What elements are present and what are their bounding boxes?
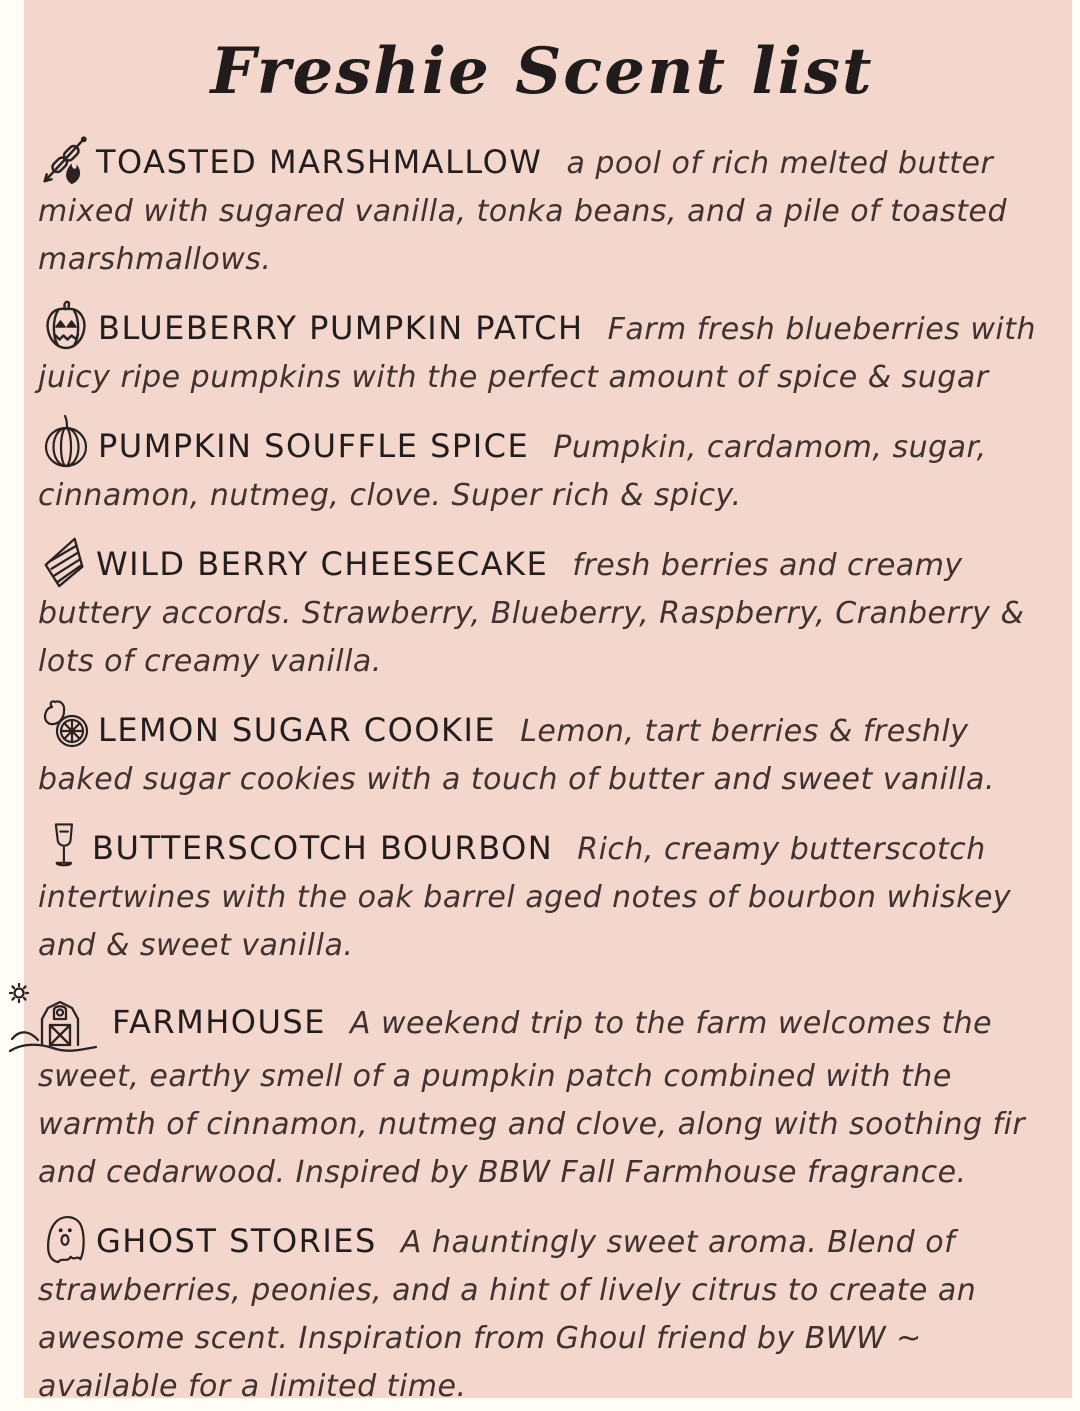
scent-description: A hauntingly sweet aroma. Blend of strawberries, peonies, and a hint of lively citrus to create an awesome scent. Inspiration from Ghoul friend by BWW ~ available for a limited time. <box>38 1225 977 1404</box>
scent-description: Pumpkin, cardamom, sugar, cinnamon, nutmeg, clove. Super rich & spicy. <box>38 430 987 513</box>
scent-description: a pool of rich melted butter mixed with sugared vanilla, tonka beans, and a pile of toasted marshmallows. <box>38 146 1008 277</box>
scent-description: Farm fresh blueberries with juicy ripe pumpkins with the perfect amount of spice & sugar <box>38 312 1036 395</box>
jack-o-lantern-icon <box>38 297 94 353</box>
scent-name: FARMHOUSE <box>112 1003 326 1041</box>
marshmallow-skewer-icon <box>38 133 92 187</box>
scent-list-page <box>24 0 1072 1404</box>
cheesecake-slice-icon <box>38 533 92 589</box>
pumpkin-icon <box>38 415 94 471</box>
scent-name: LEMON SUGAR COOKIE <box>98 711 497 749</box>
scent-description: Lemon, tart berries & freshly baked sugar cookies with a touch of butter and sweet vanilla. <box>38 714 995 797</box>
scent-entry-pumpkin-souffle-spice <box>38 415 1046 520</box>
barn-sun-icon <box>8 983 108 1053</box>
page-title: Freshie Scent list <box>210 34 874 109</box>
scent-list-content <box>24 34 1072 1411</box>
scent-entry-toasted-marshmallow <box>38 133 1046 284</box>
scent-name: BUTTERSCOTCH BOURBON <box>92 829 554 867</box>
scent-entry-wild-berry-cheesecake <box>38 533 1046 686</box>
scent-description: fresh berries and creamy buttery accords. Strawberry, Blueberry, Raspberry, Cranberry & lots of creamy vanilla. <box>38 548 1025 679</box>
scent-name: BLUEBERRY PUMPKIN PATCH <box>98 309 584 347</box>
scent-entry-blueberry-pumpkin-patch <box>38 297 1046 402</box>
scent-name: PUMPKIN SOUFFLE SPICE <box>98 427 530 465</box>
scent-name: GHOST STORIES <box>96 1222 377 1260</box>
scent-entry-lemon-sugar-cookie <box>38 699 1046 804</box>
scent-entry-farmhouse <box>38 983 1046 1197</box>
cocktail-glass-icon <box>38 817 88 873</box>
scent-name: TOASTED MARSHMALLOW <box>96 143 543 181</box>
scent-entry-butterscotch-bourbon <box>38 817 1046 970</box>
scent-description: A weekend trip to the farm welcomes the sweet, earthy smell of a pumpkin patch combined with the warmth of cinnamon, nutmeg and clove, along with soothing fir and cedarwood. Inspired by BBW Fall Farmhouse fragrance. <box>38 1006 1026 1190</box>
scent-description: Rich, creamy butterscotch intertwines with the oak barrel aged notes of bourbon whiskey and & sweet vanilla. <box>38 832 1012 963</box>
scent-entry-ghost-stories <box>38 1210 1046 1411</box>
lemon-slice-icon <box>38 699 94 755</box>
ghost-icon <box>38 1210 92 1266</box>
scent-name: WILD BERRY CHEESECAKE <box>96 545 549 583</box>
